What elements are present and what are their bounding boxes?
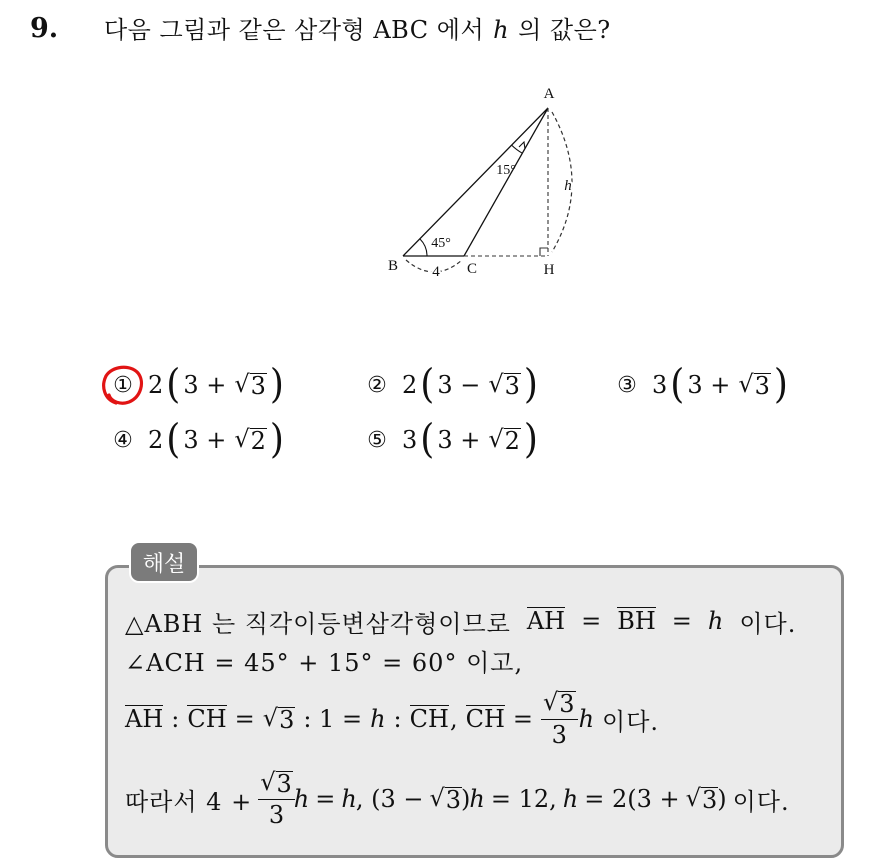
open-paren: ( [420, 361, 435, 408]
radicand: 3 [250, 371, 266, 400]
solution-line-3 [125, 683, 659, 755]
fraction [541, 688, 578, 750]
choice-3[interactable] [612, 363, 791, 407]
vertex-label-h: H [543, 262, 555, 278]
choice-number: ② [367, 372, 387, 398]
variable-h: h [293, 785, 310, 813]
side-ac [464, 108, 548, 256]
choice-2[interactable] [362, 363, 541, 407]
equals-sign: = [512, 705, 533, 733]
choice-coefficient: 3 [652, 371, 668, 399]
math-text: , (3 − [355, 785, 424, 813]
radical-sign: √ [685, 783, 701, 812]
radicand: 3 [701, 785, 718, 814]
choice-number: ⑤ [367, 427, 387, 453]
radicand: 3 [504, 371, 520, 400]
solution-text: ∠ACH = 45° + 15° = 60° 이고, [125, 648, 524, 677]
radical-sign: √ [542, 688, 559, 717]
angle-label-a: 15° [496, 163, 516, 178]
equals-sign: = [671, 607, 692, 635]
variable-h: h [469, 785, 485, 813]
vertex-label-b: B [387, 258, 399, 274]
solution-tab-label: 해설 [142, 551, 186, 577]
side-ab [403, 108, 548, 256]
equals-sign: = [581, 607, 602, 635]
square-root [234, 371, 267, 399]
radical-sign: √ [234, 369, 250, 398]
fraction-denominator: 3 [268, 801, 285, 830]
base-length-label: 4 [432, 264, 440, 280]
choice-coefficient: 2 [148, 426, 164, 454]
math-text: : 1 = [303, 705, 363, 733]
open-paren: ( [166, 361, 181, 408]
choice-coefficient: 2 [402, 371, 418, 399]
square-root [260, 769, 293, 797]
radical-sign: √ [738, 369, 754, 398]
solution-text: 따라서 4 + [125, 787, 253, 816]
question-text-before: 다음 그림과 같은 삼각형 ABC 에서 [104, 16, 485, 44]
radical-sign: √ [488, 424, 504, 453]
choice-5[interactable] [362, 418, 541, 462]
segment-ah: AH [526, 607, 566, 636]
solution-text: △ABH 는 직각이등변삼각형이므로 [125, 609, 511, 638]
variable-h: h [562, 785, 579, 813]
fraction-numerator [541, 688, 578, 720]
solution-tab [129, 541, 199, 583]
height-label: h [564, 178, 572, 194]
triangle-figure [360, 80, 610, 290]
vertex-label-c: C [466, 261, 478, 277]
solution-line-4 [125, 762, 790, 836]
choice-1[interactable] [108, 363, 287, 407]
choice-term: 3 + [437, 426, 481, 454]
angle-a-arrow [519, 142, 525, 149]
radical-sign: √ [260, 768, 276, 797]
variable-h: h [578, 705, 595, 733]
close-paren: ) [717, 785, 727, 813]
square-root [234, 426, 267, 454]
choice-term: 3 − [437, 371, 481, 399]
radicand: 2 [250, 426, 266, 455]
open-paren: ( [420, 416, 435, 463]
angle-label-b: 45° [431, 236, 451, 251]
square-root [686, 785, 719, 813]
close-paren: ) [523, 416, 538, 463]
choice-term: 3 + [687, 371, 731, 399]
solution-line-1 [125, 602, 796, 640]
square-root [263, 705, 296, 733]
ratio-colon: : [393, 705, 402, 733]
right-angle-mark [540, 248, 548, 256]
variable-h: h [370, 705, 386, 733]
vertex-label-a: A [543, 86, 555, 102]
equals-sign: = [234, 705, 255, 733]
choice-coefficient: 2 [148, 371, 164, 399]
angle-b-arc [420, 239, 427, 256]
square-root [488, 371, 521, 399]
radicand: 3 [276, 770, 292, 799]
radicand: 3 [445, 785, 462, 814]
radical-sign: √ [429, 783, 445, 812]
question-number: 9. [30, 13, 59, 44]
solution-text: 이다. [732, 787, 790, 816]
radical-sign: √ [234, 424, 250, 453]
solution-text: 이다. [739, 609, 797, 638]
segment-ah: AH [125, 705, 164, 734]
math-text: = 2(3 + [584, 785, 680, 813]
radical-sign: √ [262, 703, 279, 732]
close-paren: ) [773, 361, 788, 408]
fraction-numerator [258, 768, 295, 800]
segment-ch: CH [409, 705, 449, 734]
variable-h: h [341, 785, 357, 813]
choice-term: 3 + [183, 371, 227, 399]
answer-mark-circle [99, 362, 145, 408]
radicand: 3 [559, 690, 575, 719]
segment-bh: BH [617, 607, 656, 636]
choice-4[interactable] [108, 418, 287, 462]
radicand: 2 [504, 426, 520, 455]
close-paren: ) [523, 361, 538, 408]
radicand: 3 [279, 705, 295, 734]
square-root [488, 426, 521, 454]
ratio-colon: : [171, 705, 180, 733]
square-root [738, 371, 771, 399]
variable-h: h [707, 607, 724, 635]
equals-sign: = [315, 785, 336, 813]
angle-a-arc [512, 145, 523, 153]
question-variable: h [493, 16, 510, 44]
open-paren: ( [166, 416, 181, 463]
radicand: 3 [754, 371, 770, 400]
question-text [104, 14, 611, 46]
math-text: = 12, [490, 785, 557, 813]
solution-text: 이다. [602, 707, 660, 736]
comma: , [449, 705, 458, 733]
solution-line-2 [125, 641, 523, 679]
segment-ch: CH [465, 705, 505, 734]
choice-number: ④ [113, 427, 133, 453]
choice-number: ① [113, 372, 133, 398]
choice-coefficient: 3 [402, 426, 418, 454]
fraction [258, 768, 295, 830]
square-root [429, 785, 462, 813]
close-paren: ) [269, 416, 284, 463]
question-text-after: 의 값은? [518, 16, 611, 44]
segment-ch: CH [187, 705, 227, 734]
square-root [543, 689, 576, 717]
open-paren: ( [670, 361, 685, 408]
choice-term: 3 + [183, 426, 227, 454]
radical-sign: √ [488, 369, 504, 398]
close-paren: ) [269, 361, 284, 408]
close-paren: ) [461, 785, 471, 813]
fraction-denominator: 3 [551, 721, 567, 750]
choice-number: ③ [617, 372, 637, 398]
